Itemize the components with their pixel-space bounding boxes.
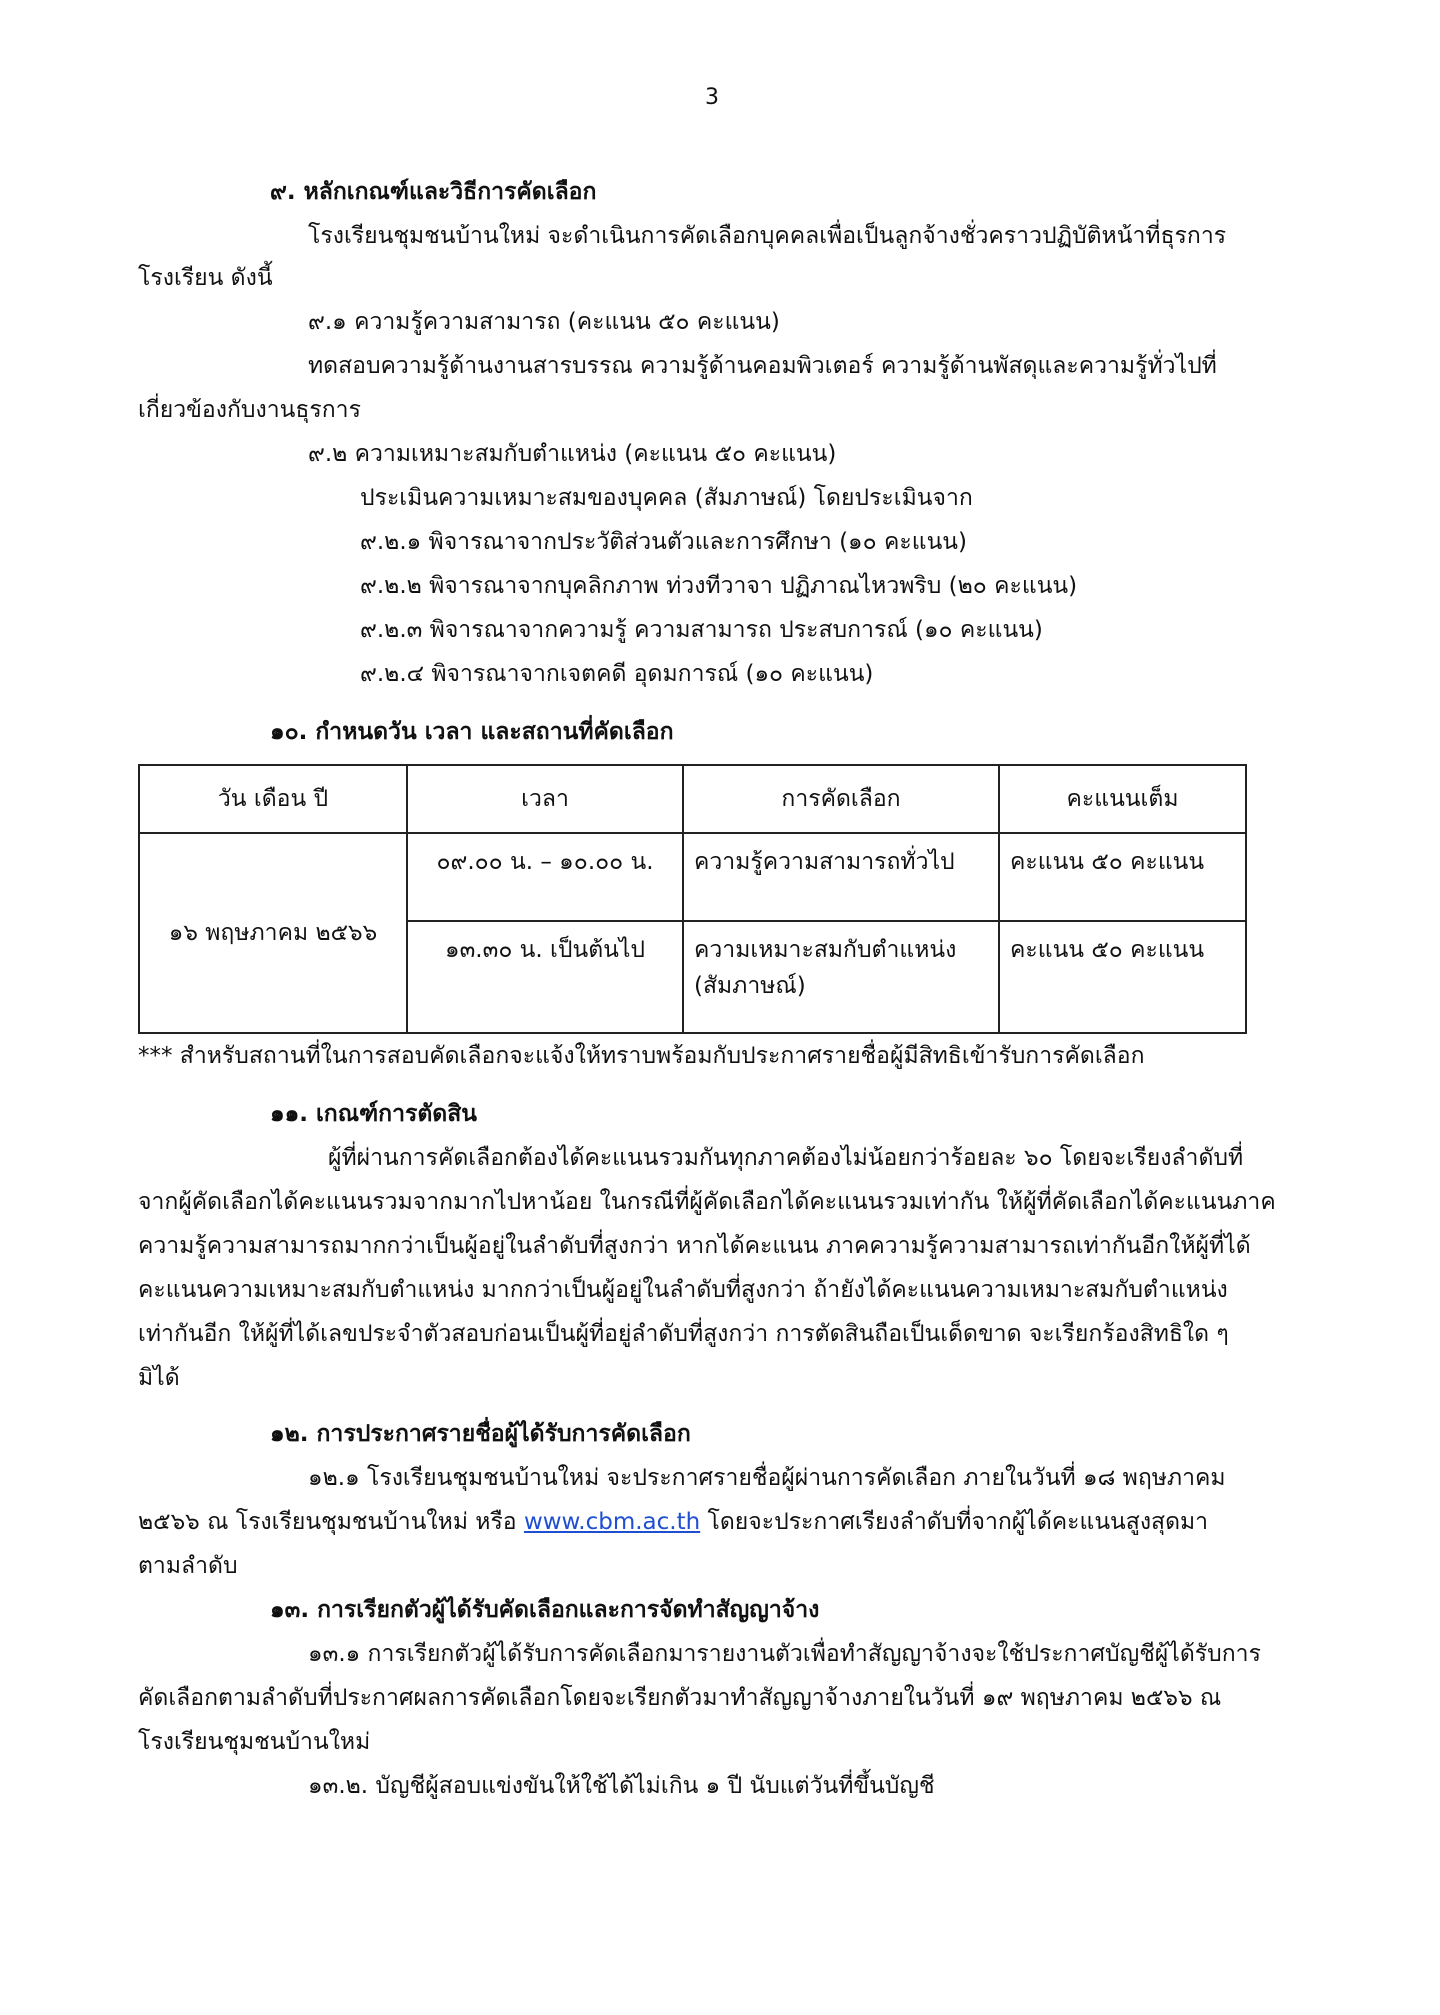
selection-cell: ความรู้ความสามารถทั่วไป [683, 833, 999, 921]
section-9-2-desc: ประเมินความเหมาะสมของบุคคล (สัมภาษณ์) โดยประเมินจาก [360, 485, 973, 511]
section-9-heading: ๙. หลักเกณฑ์และวิธีการคัดเลือก [270, 179, 597, 205]
criteria-item: ๙.๒.๓ พิจารณาจากความรู้ ความสามารถ ประสบการณ์ (๑๐ คะแนน) [360, 617, 1043, 643]
paragraph-text: ๒๕๖๖ ณ โรงเรียนชุมชนบ้านใหม่ หรือ [138, 1509, 524, 1535]
column-header: เวลา [407, 765, 683, 833]
selection-text: (สัมภาษณ์) [694, 973, 806, 999]
paragraph-line: ตามลำดับ [138, 1553, 238, 1579]
paragraph-line: คะแนนความเหมาะสมกับตำแหน่ง มากกว่าเป็นผู้อยู่ในลำดับที่สูงกว่า ถ้ายังได้คะแนนความเหมาะสมกับตำแหน่ง [138, 1277, 1228, 1303]
page-number: 3 [705, 85, 719, 110]
table-row [139, 833, 1246, 921]
section-9-2-title: ๙.๒ ความเหมาะสมกับตำแหน่ง (คะแนน ๕๐ คะแนน) [308, 441, 837, 467]
paragraph-line: มิได้ [138, 1365, 180, 1391]
section-9-1-desc: ทดสอบความรู้ด้านงานสารบรรณ ความรู้ด้านคอมพิวเตอร์ ความรู้ด้านพัสดุและความรู้ทั่วไปที่ [308, 353, 1217, 379]
schedule-table [138, 764, 1247, 1034]
paragraph-line: ความรู้ความสามารถมากกว่าเป็นผู้อยู่ในลำดับที่สูงกว่า หากได้คะแนน ภาคความรู้ความสามารถเท่ากันอีกให้ผู้ที่ได้ [138, 1233, 1251, 1259]
column-header: คะแนนเต็ม [999, 765, 1246, 833]
section-9-intro-line: โรงเรียนชุมชนบ้านใหม่ จะดำเนินการคัดเลือกบุคคลเพื่อเป็นลูกจ้างชั่วคราวปฏิบัติหน้าที่ธุรการ [308, 223, 1227, 249]
website-link[interactable]: www.cbm.ac.th [523, 1509, 701, 1535]
section-11-heading: ๑๑. เกณฑ์การตัดสิน [270, 1101, 477, 1127]
paragraph-line: เท่ากันอีก ให้ผู้ที่ได้เลขประจำตัวสอบก่อนเป็นผู้ที่อยู่ลำดับที่สูงกว่า การตัดสินถือเป็นเด็ดขาด จะเรียกร้องสิทธิใด ๆ [138, 1321, 1229, 1347]
paragraph-line: ๑๓.๑ การเรียกตัวผู้ได้รับการคัดเลือกมารายงานตัวเพื่อทำสัญญาจ้างจะใช้ประกาศบัญชีผู้ได้รับการ [308, 1641, 1261, 1667]
section-9-intro-line: โรงเรียน ดังนี้ [138, 265, 273, 291]
paragraph-line: โรงเรียนชุมชนบ้านใหม่ [138, 1729, 371, 1755]
criteria-item: ๙.๒.๔ พิจารณาจากเจตคดี อุดมการณ์ (๑๐ คะแนน) [360, 661, 874, 687]
criteria-item: ๙.๒.๑ พิจารณาจากประวัติส่วนตัวและการศึกษา (๑๐ คะแนน) [360, 529, 967, 555]
paragraph-text: โดยจะประกาศเรียงลำดับที่จากผู้ได้คะแนนสูงสุดมา [700, 1509, 1209, 1535]
time-cell: ๑๓.๓๐ น. เป็นต้นไป [407, 921, 683, 1033]
paragraph-line: ๑๒.๑ โรงเรียนชุมชนบ้านใหม่ จะประกาศรายชื่อผู้ผ่านการคัดเลือก ภายในวันที่ ๑๘ พฤษภาคม [308, 1465, 1226, 1491]
paragraph-line: ๑๓.๒. บัญชีผู้สอบแข่งขันให้ใช้ได้ไม่เกิน ๑ ปี นับแต่วันที่ขึ้นบัญชี [308, 1773, 935, 1799]
section-13-heading: ๑๓. การเรียกตัวผู้ได้รับคัดเลือกและการจัดทำสัญญาจ้าง [270, 1597, 820, 1623]
column-header: การคัดเลือก [683, 765, 999, 833]
score-cell: คะแนน ๕๐ คะแนน [999, 833, 1246, 921]
selection-text: ความเหมาะสมกับตำแหน่ง [694, 937, 957, 963]
score-cell: คะแนน ๕๐ คะแนน [999, 921, 1246, 1033]
time-cell: ๐๙.๐๐ น. – ๑๐.๐๐ น. [407, 833, 683, 921]
section-9-1-desc: เกี่ยวข้องกับงานธุรการ [138, 397, 361, 423]
section-9-1-title: ๙.๑ ความรู้ความสามารถ (คะแนน ๕๐ คะแนน) [308, 309, 780, 335]
paragraph-line: ผู้ที่ผ่านการคัดเลือกต้องได้คะแนนรวมกันทุกภาคต้องไม่น้อยกว่าร้อยละ ๖๐ โดยจะเรียงลำดับที่ [328, 1145, 1244, 1171]
table-header-row [139, 765, 1246, 833]
section-12-heading: ๑๒. การประกาศรายชื่อผู้ได้รับการคัดเลือก [270, 1421, 691, 1447]
paragraph-line: คัดเลือกตามลำดับที่ประกาศผลการคัดเลือกโดยจะเรียกตัวมาทำสัญญาจ้างภายในวันที่ ๑๙ พฤษภาคม ๒๕๖๖ ณ [138, 1685, 1222, 1711]
paragraph-line [138, 1502, 1208, 1542]
selection-cell [683, 921, 999, 1033]
schedule-note: *** สำหรับสถานที่ในการสอบคัดเลือกจะแจ้งให้ทราบพร้อมกับประกาศรายชื่อผู้มีสิทธิเข้ารับการคัดเลือก [138, 1043, 1145, 1069]
criteria-item: ๙.๒.๒ พิจารณาจากบุคลิกภาพ ท่วงทีวาจา ปฏิภาณไหวพริบ (๒๐ คะแนน) [360, 573, 1078, 599]
section-10-heading: ๑๐. กำหนดวัน เวลา และสถานที่คัดเลือก [270, 719, 674, 745]
date-cell: ๑๖ พฤษภาคม ๒๕๖๖ [139, 833, 407, 1033]
paragraph-line: จากผู้คัดเลือกได้คะแนนรวมจากมากไปหาน้อย ในกรณีที่ผู้คัดเลือกได้คะแนนรวมเท่ากัน ให้ผู้ที่คัดเลือกได้คะแนนภาค [138, 1189, 1276, 1215]
column-header: วัน เดือน ปี [139, 765, 407, 833]
